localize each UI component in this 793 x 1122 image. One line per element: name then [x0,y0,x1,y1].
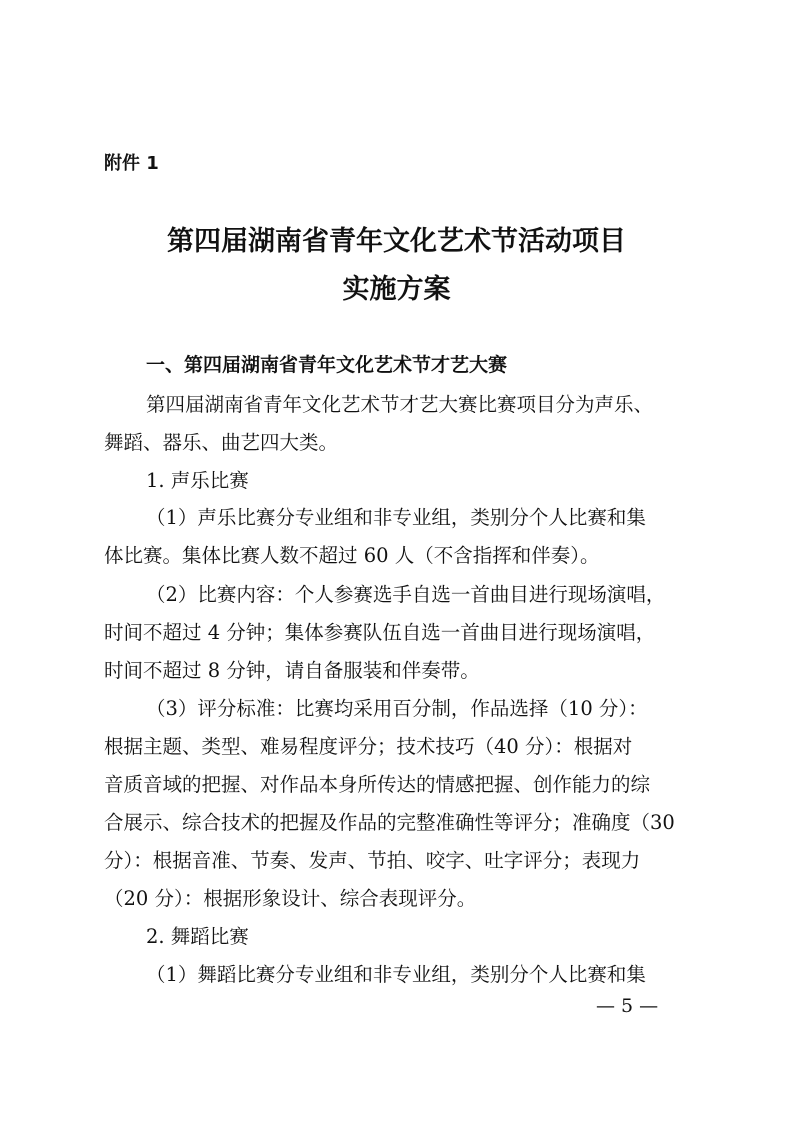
vocal-p3-line-4: 合展示、综合技术的把握及作品的完整准确性等评分；准确度（30 [104,811,675,834]
vocal-p3-line-2: 根据主题、类型、难易程度评分；技术技巧（40 分）：根据对 [104,735,633,758]
dance-subheading: 2. 舞蹈比赛 [146,925,249,948]
vocal-p3-line-1: （3）评分标准：比赛均采用百分制，作品选择（10 分）： [146,697,648,720]
vocal-p3-line-6: （20 分）：根据形象设计、综合表现评分。 [104,887,477,910]
vocal-p1-line-2: 体比赛。集体比赛人数不超过 60 人（不含指挥和伴奏）。 [104,544,600,567]
dance-p1-line-1: （1）舞蹈比赛分专业组和非专业组，类别分个人比赛和集 [146,963,646,986]
document-title-line-2: 实施方案 [342,274,451,305]
intro-line-1: 第四届湖南省青年文化艺术节才艺大赛比赛项目分为声乐、 [146,393,654,416]
intro-line-2: 舞蹈、器乐、曲艺四大类。 [104,431,339,454]
vocal-p2-line-3: 时间不超过 8 分钟，请自备服装和伴奏带。 [104,659,480,682]
vocal-p2-line-2: 时间不超过 4 分钟；集体参赛队伍自选一首曲目进行现场演唱， [104,621,656,644]
attachment-label: 附件 1 [104,153,159,174]
page-number: — 5 — [596,995,659,1017]
vocal-p2-line-1: （2）比赛内容：个人参赛选手自选一首曲目进行现场演唱， [146,583,666,606]
document-title-line-1: 第四届湖南省青年文化艺术节活动项目 [167,226,626,257]
vocal-p3-line-3: 音质音域的把握、对作品本身所传达的情感把握、创作能力的综 [104,773,651,796]
vocal-p1-line-1: （1）声乐比赛分专业组和非专业组，类别分个人比赛和集 [146,506,646,529]
section-heading: 一、第四届湖南省青年文化艺术节才艺大赛 [146,354,508,376]
vocal-p3-line-5: 分）：根据音准、节奏、发声、节拍、咬字、吐字评分；表现力 [104,849,641,872]
vocal-subheading: 1. 声乐比赛 [146,469,249,492]
